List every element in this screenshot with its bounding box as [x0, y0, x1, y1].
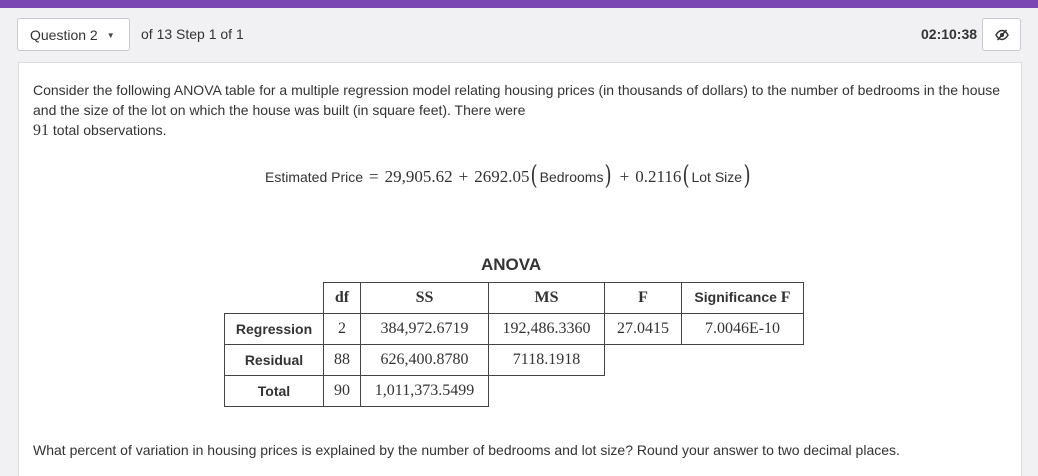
left-paren: (	[682, 161, 690, 191]
header-ms: MS	[489, 283, 605, 314]
header-significance-text: Significance	[694, 289, 777, 305]
empty-cell	[682, 345, 804, 376]
right-paren: )	[604, 161, 613, 191]
problem-intro	[33, 80, 1008, 141]
lot-size-variable: Lot Size	[691, 169, 743, 185]
header-ss: SS	[361, 283, 489, 314]
row-label: Residual	[225, 345, 324, 376]
question-header	[0, 8, 1038, 60]
row-label: Total	[225, 376, 324, 407]
hide-timer-button[interactable]	[982, 18, 1021, 51]
question-panel	[18, 62, 1022, 476]
table-corner	[225, 283, 324, 314]
left-paren: (	[531, 161, 539, 191]
intro-text-1: Consider the following ANOVA table for a multiple regression model relating housing prices (in thousands of dollars) to the number of bedrooms in the house and the size of the lot on which the house was built (in square feet). There were	[33, 82, 1001, 118]
cell-df: 88	[324, 345, 361, 376]
lot-size-coefficient: 0.2116	[635, 167, 682, 186]
top-accent-bar	[0, 0, 1038, 8]
cell-ms: 192,486.3360	[489, 314, 605, 345]
table-row	[225, 314, 804, 345]
regression-equation	[265, 162, 752, 192]
question-selector-label: Question 2	[30, 26, 98, 43]
cell-ss: 626,400.8780	[361, 345, 489, 376]
empty-cell	[682, 376, 804, 407]
equals-sign: =	[369, 167, 379, 186]
anova-table	[224, 282, 804, 407]
header-significance-f-letter: F	[780, 289, 791, 306]
table-header-row	[225, 283, 804, 314]
cell-df: 2	[324, 314, 361, 345]
empty-cell	[489, 376, 605, 407]
empty-cell	[605, 345, 682, 376]
anova-title: ANOVA	[481, 255, 542, 274]
plus-sign: +	[619, 167, 630, 186]
cell-significance: 7.0046E-10	[682, 314, 804, 345]
cell-ms: 7118.1918	[489, 345, 605, 376]
cell-f: 27.0415	[605, 314, 682, 345]
observations-count: 91	[33, 122, 49, 139]
timer: 02:10:38	[921, 26, 978, 42]
eye-slash-icon	[995, 29, 1009, 41]
header-f: F	[605, 283, 682, 314]
empty-cell	[605, 376, 682, 407]
question-selector[interactable]	[17, 18, 130, 51]
table-row	[225, 345, 804, 376]
bedrooms-variable: Bedrooms	[539, 169, 604, 185]
question-prompt: What percent of variation in housing prices is explained by the number of bedrooms and lot size? Round your answer to two decimal places.	[33, 442, 900, 458]
table-row	[225, 376, 804, 407]
cell-ss: 384,972.6719	[361, 314, 489, 345]
intercept: 29,905.62	[384, 167, 453, 186]
cell-ss: 1,011,373.5499	[361, 376, 489, 407]
header-significance-f	[682, 283, 804, 314]
equation-lhs: Estimated Price	[265, 169, 364, 185]
plus-sign: +	[458, 167, 469, 186]
chevron-down-icon: ▼	[106, 31, 115, 40]
right-paren: )	[743, 161, 751, 191]
row-label: Regression	[225, 314, 324, 345]
cell-df: 90	[324, 376, 361, 407]
step-indicator: of 13 Step 1 of 1	[141, 26, 244, 42]
header-df: df	[324, 283, 361, 314]
intro-text-2: total observations.	[52, 122, 167, 138]
bedrooms-coefficient: 2692.05	[474, 167, 530, 186]
